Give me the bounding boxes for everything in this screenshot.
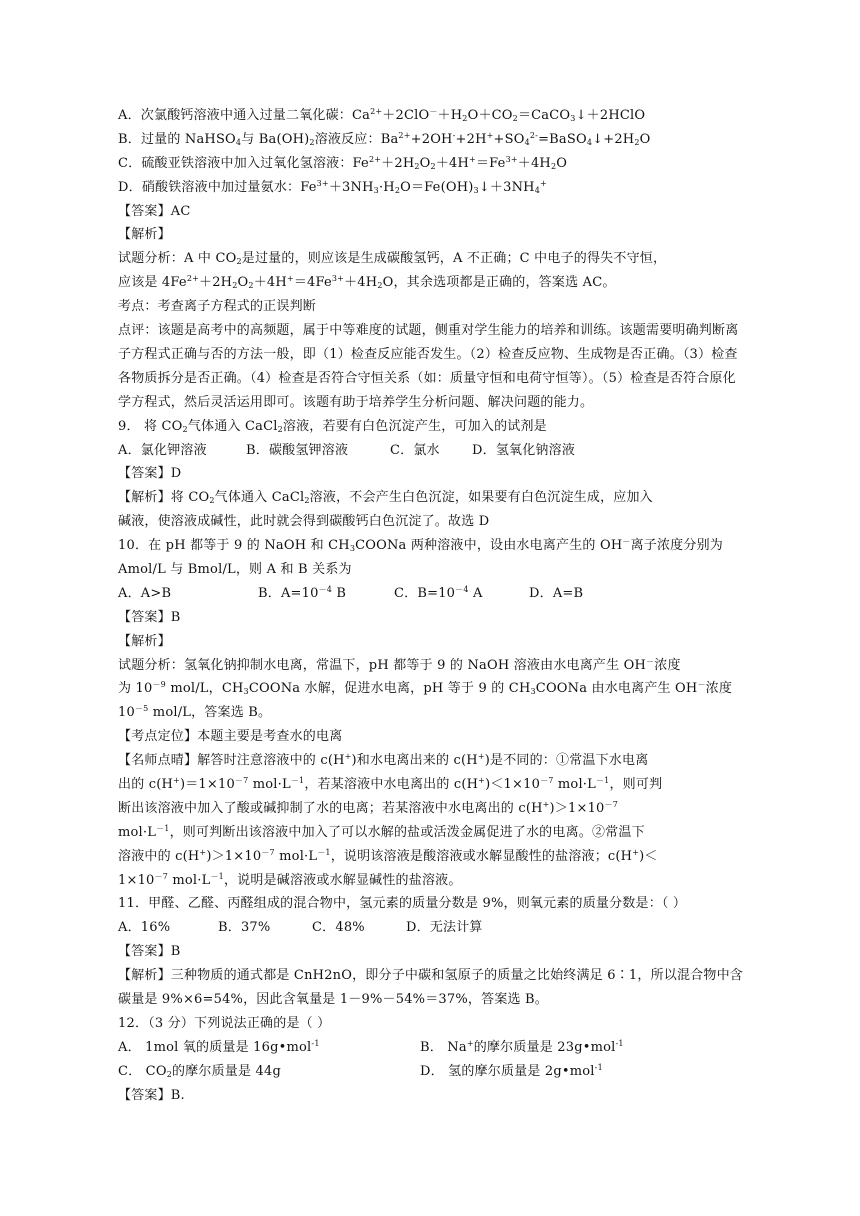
q10-mingshi-line-2: 出的 $c(H^+)=1\times 10^{-7}$ $mol\cdot L^{-1}$，若某溶液中水电离出的 $c(H^+)<1\times 10^{-7}$ $mol\cdot L^{-1}$，则可判	[118, 776, 663, 792]
q10-option-b: B．$A=10^{-4}$ B	[258, 584, 347, 601]
q12-stem: 12．（3 分）下列说法正确的是（ ）	[118, 1015, 331, 1031]
q10-mingshi-line-1: 【名师点晴】解答时注意溶液中的 c(H+)和水电离出来的 c(H+)是不同的：①常温下水电离	[118, 752, 649, 769]
q10-stem-line-2: Amol/L 与 Bmol/L，则 A 和 B 关系为	[118, 561, 352, 577]
q10-analysis-line-1: 试题分析：氢氧化钠抑制水电离，常温下，pH 都等于 9 的 NaOH 溶液由水电离产生 OH－浓度	[118, 656, 681, 673]
q8-option-c: C．硫酸亚铁溶液中加入过氧化氢溶液：$Fe^{2+}+2H_2O_2+4H^+=Fe^{3+}+4H_2O$	[118, 154, 568, 171]
q11-options	[118, 916, 744, 940]
q11-stem: 11．甲醛、乙醛、丙醛组成的混合物中，氢元素的质量分数是 9%，则氧元素的质量分数是：（ ）	[118, 896, 687, 912]
q10-stem-line-1: 10．在 pH 都等于 9 的 NaOH 和 $CH_3COONa$ 两种溶液中，设由水电离产生的 OH－离子浓度分别为	[118, 537, 723, 554]
document-page	[118, 104, 744, 1108]
q10-answer: 【答案】B	[118, 609, 181, 625]
q8-answer: 【答案】AC	[118, 203, 191, 219]
q12-answer: 【答案】B.	[118, 1087, 185, 1103]
q8-analysis-line-1: 试题分析：A 中 $CO_2$是过量的，则应该是生成碳酸氢钙，A 不正确；C 中电子的得失不守恒，	[118, 251, 667, 267]
q10-mingshi-line-6: $1\times 10^{-7}$ $mol\cdot L^{-1}$，说明是碱溶液或水解显碱性的盐溶液。	[118, 871, 462, 888]
q10-option-d: D．A=B	[529, 585, 584, 601]
q8-analysis-heading: 【解析】	[118, 227, 171, 243]
q12-options-row-2	[118, 1060, 744, 1084]
q10-analysis-heading: 【解析】	[118, 633, 171, 649]
q11-option-c: C．48%	[312, 920, 365, 936]
q9-explanation-line-1: 【解析】将 $CO_2$气体通入 CaCl$_2$溶液，不会产生白色沉淀，如果要有白色沉淀生成，应加入	[118, 490, 653, 506]
q10-mingshi-line-4: $mol\cdot L^{-1}$，则可判断出该溶液中加入了可以水解的盐或活泼金属促进了水的电离。②常温下	[118, 823, 645, 840]
q10-analysis-line-3: $10^{-5}$ mol/L，答案选 B。	[118, 704, 272, 721]
q12-options-row-1	[118, 1036, 744, 1060]
q11-option-a: A．16%	[118, 920, 171, 936]
q10-mingshi-line-3: 断出该溶液中加入了酸或碱抑制了水的电离；若某溶液中水电离出的 $c(H^+)>1\times 10^{-7}$	[118, 799, 619, 816]
q11-option-d: D．无法计算	[406, 920, 483, 936]
q8-kaodian: 考点：考查离子方程式的正误判断	[118, 299, 317, 315]
q10-options	[118, 582, 744, 606]
q11-explanation: 【解析】三种物质的通式都是 CnH2nO，即分子中碳和氢原子的质量之比始终满足 6∶1，所以混合物中含碳量是 9%×6=54%，因此含氧量是 1－9%－54%＝37%，答案选 B。	[118, 968, 743, 1008]
q12-option-a: A． 1mol 氧的质量是 16g•mol$^{-1}$	[118, 1038, 320, 1055]
q9-option-a: A．氯化钾溶液	[118, 442, 207, 458]
q9-option-c: C．氯水	[390, 442, 440, 458]
q12-option-c: C． $CO_2$的摩尔质量是 44g	[118, 1063, 281, 1079]
q12-option-d: D． 氢的摩尔质量是 2g•mol$^{-1}$	[420, 1062, 603, 1079]
q10-kaodian: 【考点定位】本题主要是考查水的电离	[118, 729, 343, 745]
q11-answer: 【答案】B	[118, 944, 181, 960]
q12-option-b: B． Na+的摩尔质量是 23g•mol$^{-1}$	[420, 1038, 624, 1055]
q9-option-b: B．碳酸氢钾溶液	[246, 442, 349, 458]
q9-answer: 【答案】D	[118, 466, 182, 482]
q8-option-d: D．硝酸铁溶液中加过量氨水：$Fe^{3+}+3NH_3\cdot H_2O=Fe(OH)_3↓+3NH_4^+$	[118, 178, 547, 195]
q11-option-b: B．37%	[218, 920, 271, 936]
q8-option-b: B．过量的 NaHSO$_4$与 $Ba(OH)_2$溶液反应：$Ba^{2+}+2OH^-+2H^++SO_4^{2-}=BaSO_4↓+2H_2O$	[118, 130, 651, 147]
q8-dianping: 点评：该题是高考中的高频题，属于中等难度的试题，侧重对学生能力的培养和训练。该题需要明确判断离子方程式正确与否的方法一般，即（1）检查反应能否发生。（2）检查反应物、生成物是否正确。（3）检查各物质拆分是否正确。（4）检查是否符合守恒关系（如：质量守恒和电荷守恒等）。（5）检查是否符合原化学方程式，然后灵活运用即可。该题有助于培养学生分析问题、解决问题的能力。	[118, 323, 739, 410]
q10-option-a: A．A>B	[118, 585, 172, 601]
q9-stem: 9． 将 $CO_2$气体通入 CaCl$_2$溶液，若要有白色沉淀产生，可加入的试剂是	[118, 418, 547, 434]
q10-option-c: C．$B=10^{-4}$ A	[394, 584, 483, 601]
q9-explanation-line-2: 碱液，使溶液成碱性，此时就会得到碳酸钙白色沉淀了。故选 D	[118, 514, 490, 530]
q9-options	[118, 439, 744, 463]
q8-analysis-line-2: 应该是 $4Fe^{2+}+2H_2O_2+4H^+=4Fe^{3+}+4H_2O$，其余选项都是正确的，答案选 AC。	[118, 274, 616, 291]
q9-option-d: D．氢氧化钠溶液	[472, 442, 576, 458]
q10-analysis-line-2: 为 $10^{-9}$ mol/L，$CH_3COONa$ 水解，促进水电离，pH 等于 9 的 $CH_3COONa$ 由水电离产生 OH－浓度	[118, 680, 733, 697]
q8-option-a: A．次氯酸钙溶液中通入过量二氧化碳：$Ca^{2+}+2ClO^-+H_2O+CO_2=CaCO_3↓+2HClO$	[118, 107, 646, 123]
q10-mingshi-line-5: 溶液中的 $c(H^+)>1\times 10^{-7}$ $mol\cdot L^{-1}$，说明该溶液是酸溶液或水解显酸性的盐溶液；c(H+)＜	[118, 847, 658, 864]
